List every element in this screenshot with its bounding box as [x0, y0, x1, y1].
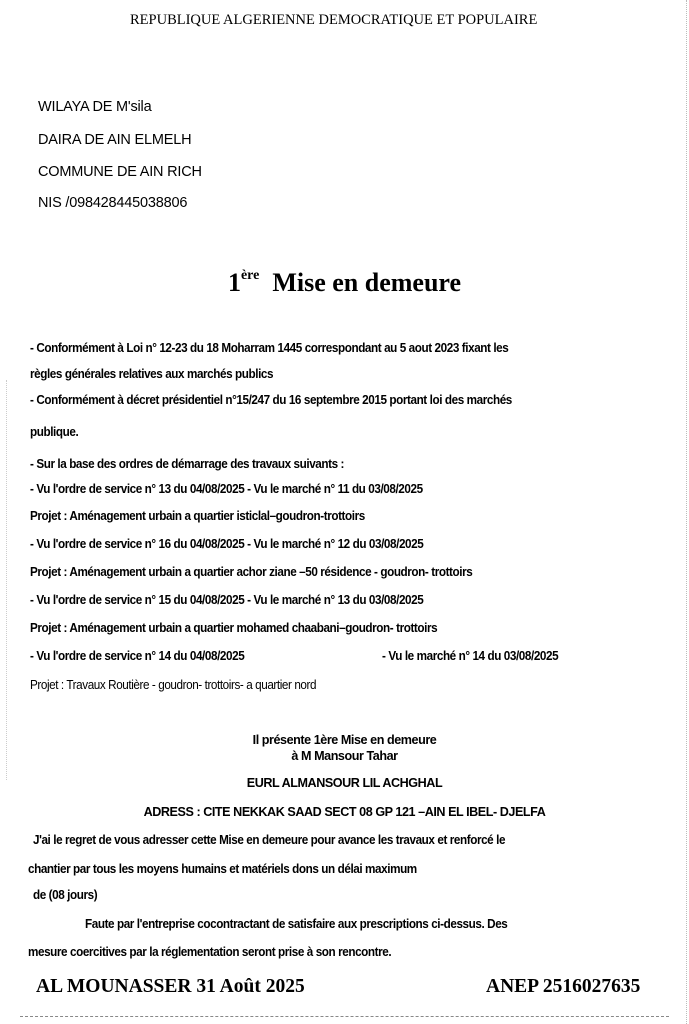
- title-text: Mise en demeure: [272, 268, 462, 297]
- daira: DAIRA DE AIN ELMELH: [38, 132, 192, 148]
- wilaya: WILAYA DE M'sila: [38, 99, 152, 115]
- title-sup: ère: [240, 268, 260, 283]
- scan-edge: [686, 0, 687, 1024]
- body-line: - Vu l'ordre de service n° 13 du 04/08/2025 - Vu le marché n° 11 du 03/08/2025: [30, 482, 423, 496]
- notice-company: EURL ALMANSOUR LIL ACHGHAL: [246, 776, 443, 790]
- body-line: - Conformément à Loi n° 12-23 du 18 Moharram 1445 correspondant au 5 aout 2023 fixant les: [30, 341, 509, 355]
- last-order-left: - Vu l'ordre de service n° 14 du 04/08/2025: [30, 649, 245, 663]
- nis: NIS /098428445038806: [38, 195, 188, 211]
- footer-anep: ANEP 2516027635: [486, 976, 641, 997]
- last-order-right: - Vu le marché n° 14 du 03/08/2025: [382, 649, 559, 663]
- last-project: Projet : Travaux Routière - goudron- trottoirs- a quartier nord: [30, 678, 317, 692]
- body-line: - Vu l'ordre de service n° 16 du 04/08/2025 - Vu le marché n° 12 du 03/08/2025: [30, 537, 424, 551]
- commune: COMMUNE DE AIN RICH: [38, 164, 202, 180]
- body-line: Projet : Aménagement urbain a quartier mohamed chaabani–goudron- trottoirs: [30, 621, 438, 635]
- closing-line: Faute par l'entreprise cocontractant de satisfaire aux prescriptions ci-dessus. Des: [85, 917, 508, 931]
- closing-line: de (08 jours): [33, 888, 98, 902]
- body-line: - Vu l'ordre de service n° 15 du 04/08/2025 - Vu le marché n° 13 du 03/08/2025: [30, 593, 424, 607]
- footer-newspaper: AL MOUNASSER 31 Août 2025: [36, 976, 305, 997]
- body-line: Projet : Aménagement urbain a quartier isticlal–goudron-trottoirs: [30, 509, 365, 523]
- notice-address: ADRESS : CITE NEKKAK SAAD SECT 08 GP 121 –AIN EL IBEL- DJELFA: [143, 805, 546, 819]
- notice-recipient: à M Mansour Tahar: [291, 749, 398, 763]
- body-line: - Sur la base des ordres de démarrage des travaux suivants :: [30, 457, 345, 471]
- page-title: [0, 260, 689, 299]
- body-line: publique.: [30, 425, 79, 439]
- scan-edge-left: [6, 380, 7, 780]
- scan-artifact-line: [20, 1016, 669, 1019]
- republic-header: REPUBLIQUE ALGERIENNE DEMOCRATIQUE ET POPULAIRE: [130, 12, 538, 28]
- notice-line1: Il présente 1ère Mise en demeure: [252, 733, 437, 747]
- body-line: - Conformément à décret présidentiel n°15/247 du 16 septembre 2015 portant loi des marchés: [30, 393, 512, 407]
- title-ordinal: 1: [227, 268, 241, 297]
- body-line: Projet : Aménagement urbain a quartier achor ziane –50 résidence - goudron- trottoirs: [30, 565, 473, 579]
- closing-line: mesure coercitives par la réglementation seront prise à son rencontre.: [28, 945, 392, 959]
- closing-line: chantier par tous les moyens humains et matériels dons un délai maximum: [28, 862, 417, 876]
- body-line: règles générales relatives aux marchés publics: [30, 367, 274, 381]
- closing-line: J'ai le regret de vous adresser cette Mise en demeure pour avance les travaux et renforcé le: [33, 833, 506, 847]
